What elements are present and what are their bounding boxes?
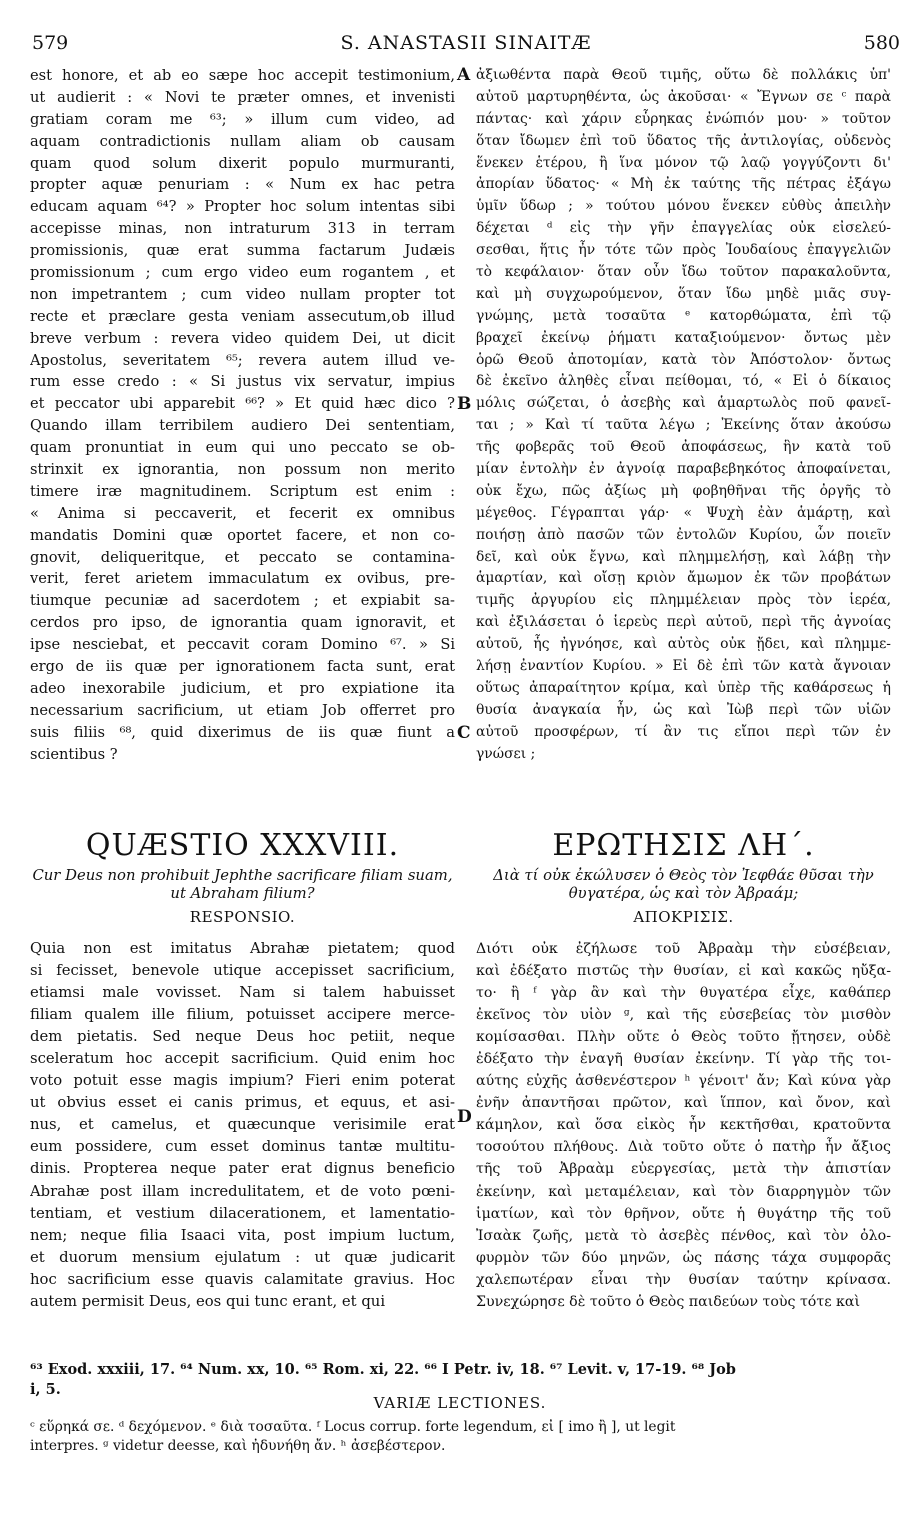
quaestio-greek-subtitle: Διὰ τί οὐκ ἐκώλυσεν ὁ Θεὸς τὸν Ἰεφθάε θῦσαι τὴν θυγατέρα, ὡς καὶ τὸν Ἀβραάμ;: [493, 867, 874, 902]
latin-text-line: non impetrantem ; cum video nullam propter tot: [30, 285, 455, 303]
latin-text-line: etiamsi male vovisset. Nam si talem habuisset: [30, 984, 455, 1002]
greek-text-line: ἀπορίαν ὕδατος· « Μὴ ἐκ ταύτης τῆς πέτρας ἐξάγω: [476, 176, 891, 193]
greek-text-line: αὐτοῦ, ἧς ἠγνόησε, καὶ αὐτὸς οὐκ ᾔδει, καὶ πλημμε-: [476, 636, 891, 653]
greek-text-line: γνώμης, μετὰ τοσαῦτα ᵉ κατορθώματα, ἐπὶ τῷ: [476, 307, 891, 324]
greek-text-line: ἀξιωθέντα παρὰ Θεοῦ τιμῆς, οὕτω δὲ πολλάκις ὑπ': [476, 67, 891, 83]
latin-text-line: « Anima si peccaverit, et fecerit ex omnibus: [30, 504, 455, 522]
latin-text-line: tentiam, et vestium dilacerationem, et lamentatio-: [30, 1204, 455, 1222]
greek-text-line: καὶ ἐξιλάσεται ὁ ἱερεὺς περὶ αὐτοῦ, περὶ τῆς ἀγνοίας: [476, 614, 891, 631]
latin-text-line: si fecisset, benevole utique accepisset sacrificium,: [30, 962, 455, 980]
quaestio-greek-heading: [476, 828, 891, 926]
greek-text-line: Συνεχώρησε δὲ τοῦτο ὁ Θεὸς παιδεύων τοὺς τότε καὶ: [476, 1293, 861, 1310]
greek-text-line: καὶ ἐδέξατο πιστῶς τὴν θυσίαν, εἰ καὶ κακῶς ηὔξα-: [476, 963, 891, 980]
latin-text-line: promissionis, quæ erat summa factarum Judæis: [30, 242, 455, 260]
greek-text-line: ἁμαρτίαν, καὶ οἴσῃ κριὸν ἄμωμον ἐκ τῶν προβάτων: [476, 570, 891, 587]
page-header: [32, 32, 900, 62]
latin-text-line: hoc sacrificium esse quavis calamitate gravius. Hoc: [30, 1270, 455, 1288]
latin-text-line: scientibus ?: [30, 745, 118, 763]
greek-text-line: λήσῃ ἐναντίον Κυρίου. » Εἰ δὲ ἐπὶ τῶν κατὰ ἄγνοιαν: [476, 658, 891, 675]
latin-text-line: mandatis Domini quæ oportet facere, et non co-: [30, 526, 455, 544]
greek-text-line: ὅταν ἴδωμεν ἐπὶ τοῦ ὕδατος τῆς ἀντιλογίας, οὐδενὸς: [476, 132, 891, 149]
latin-text-line: gnovit, deliqueritque, et peccato se contamina-: [30, 548, 455, 566]
latin-text-line: nem; neque filia Isaaci vita, post impium luctum,: [30, 1226, 455, 1244]
latin-text-line: voto potuit esse magis impium? Fieri enim poterat: [30, 1072, 455, 1090]
greek-text-line: ὑμῖν ὕδωρ ; » τούτου μόνου ἕνεκεν εὐθὺς ἀπειλὴν: [476, 198, 891, 215]
greek-text-line: πάντας· καὶ χάριν εὗρηκας ἐνώπιόν μου· » τοῦτον: [476, 110, 891, 127]
quaestio-greek-title: ΕΡΩΤΗΣΙΣ ΛΗ΄.: [552, 828, 815, 863]
greek-text-line: ἐκεῖνος τὸν υἱὸν ᵍ, καὶ τῆς εὐσεβείας τὸν μισθὸν: [476, 1007, 891, 1024]
greek-text-line: μόλις σώζεται, ὁ ἀσεβὴς καὶ ἁμαρτωλὸς ποῦ φανεῖ-: [476, 395, 891, 412]
greek-text-line: δέχεται ᵈ εἰς τὴν γῆν ἐπαγγελίας οὐκ εἰσελεύ-: [476, 220, 891, 237]
greek-text-line: ἱματίων, καὶ τὸν θρῆνον, οὔτε ἡ θυγάτηρ τῆς τοῦ: [476, 1205, 891, 1222]
margin-letter-b: B: [457, 394, 472, 414]
latin-text-line: autem permisit Deus, eos qui tunc erant, et qui: [30, 1292, 386, 1310]
latin-text-line: propter aquæ penuriam : « Num ex hac petra: [30, 176, 455, 194]
greek-text-line: καὶ μὴ συγχωρούμενον, ὅταν ἴδω μηδὲ μιᾶς συγ-: [476, 285, 891, 302]
latin-column-top: [30, 65, 455, 766]
latin-text-line: est honore, et ab eo sæpe hoc accepit testimonium,: [30, 67, 455, 84]
greek-text-line: ὁρῶ Θεοῦ ἀποτομίαν, κατὰ τὸν Ἀπόστολον· ὄντως: [476, 351, 891, 368]
latin-text-line: sceleratum hoc accepit sacrificium. Quid enim hoc: [30, 1050, 455, 1068]
variae-lectiones-title: VARIÆ LECTIONES.: [373, 1394, 547, 1412]
greek-text-line: κάμηλον, καὶ ὅσα εἰκὸς ἦν κεκτῆσθαι, κρατοῦντα: [476, 1117, 891, 1134]
variant-line: ᶜ εὕρηκά σε. ᵈ δεχόμενον. ᵉ διὰ τοσαῦτα. ᶠ Locus corrup. forte legendum, εἰ [ imo ἢ ], ut legit: [30, 1419, 676, 1435]
greek-text-line: σεσθαι, ἥτις ἦν τότε τῶν πρὸς Ἰουδαίους ἐπαγγελιῶν: [476, 242, 891, 259]
latin-text-line: Abrahæ post illam incredulitatem, et de voto pœni-: [30, 1182, 455, 1200]
greek-text-line: το· ἢ ᶠ γὰρ ἂν καὶ τὴν θυγατέρα εἶχε, καθάπερ: [476, 985, 891, 1002]
latin-text-line: educam aquam ⁶⁴? » Propter hoc solum intentas sibi: [30, 198, 455, 216]
quaestio-latin-subtitle: Cur Deus non prohibuit Jephthe sacrificare filiam suam, ut Abraham filium?: [32, 867, 453, 902]
latin-text-line: strinxit ex ignorantia, non possum non merito: [30, 461, 455, 479]
variant-line: interpres. ᵍ videtur deesse, καὶ ἠδυνήθη ἄν. ʰ ἀσεβέστερον.: [30, 1438, 446, 1454]
greek-text-line: μέγεθος. Γέγραπται γάρ· « Ψυχὴ ἐὰν ἁμάρτῃ, καὶ: [476, 504, 891, 521]
latin-text-line: cerdos pro ipso, de ignorantia quam ignoravit, et: [30, 614, 455, 632]
greek-text-line: τῆς φοβερᾶς τοῦ Θεοῦ ἀποφάσεως, ἣν κατὰ τοῦ: [476, 439, 891, 456]
latin-text-line: verit, feret arietem immaculatum ex ovibus, pre-: [30, 570, 455, 588]
greek-text-line: κομίσασθαι. Πλὴν οὔτε ὁ Θεὸς τοῦτο ᾔτησεν, οὐδὲ: [476, 1029, 891, 1046]
greek-text-line: αὐτοῦ προσφέρων, τί ἂν τις εἴποι περὶ τῶν ἐν: [476, 723, 891, 740]
running-title: S. ANASTASII SINAITÆ: [340, 32, 592, 54]
greek-text-line: ἐδέξατο τὴν ἐναγῆ θυσίαν ἐκείνην. Τί γὰρ τῆς τοι-: [476, 1051, 891, 1068]
latin-text-line: nus, et camelus, et quæcunque verisimile erat: [30, 1116, 455, 1134]
latin-text-line: et duorum mensium ejulatum : ut quæ judicarit: [30, 1248, 455, 1266]
latin-text-line: Apostolus, severitatem ⁶⁵; revera autem illud ve-: [30, 351, 455, 369]
greek-column-bottom: [476, 938, 891, 1313]
latin-text-line: ergo de iis quæ per ignorationem facta sunt, erat: [30, 658, 455, 676]
greek-text-line: οὐκ ἔχω, πῶς ἀξίως μὴ φοβηθῆναι τῆς ὀργῆς τὸ: [476, 482, 891, 499]
latin-text-line: suis filiis ⁶⁸, quid dixerimus de iis quæ fiunt a: [30, 723, 455, 741]
latin-text-line: tiumque pecuniæ ad sacerdotem ; et expiabit sa-: [30, 592, 455, 610]
latin-text-line: gratiam coram me ⁶³; » illum cum video, ad: [30, 110, 455, 128]
margin-letter-d: D: [457, 1107, 472, 1127]
greek-text-line: ποιήσῃ ἀπὸ πασῶν τῶν ἐντολῶν Κυρίου, ὧν ποιεῖν: [476, 526, 891, 543]
greek-text-line: αύτης εὐχῆς ἀσθενέστερον ʰ γένοιτ' ἄν; Καὶ κύνα γὰρ: [476, 1073, 891, 1090]
greek-text-line: ται ; » Καὶ τί ταῦτα λέγω ; Ἐκείνης ὅταν ἀκούσω: [476, 417, 891, 434]
greek-text-line: ἕνεκεν ἑτέρου, ἢ ἵνα μόνον τῷ λαῷ γογγύζοντι δι': [476, 154, 891, 171]
greek-text-line: οὕτως ἀπαραίτητον κρίμα, καὶ ὑπὲρ τῆς καθάρσεως ἡ: [476, 679, 891, 696]
greek-text-line: Διότι οὐκ ἐζήλωσε τοῦ Ἀβραὰμ τὴν εὐσέβειαν,: [476, 941, 891, 957]
greek-text-line: τιμῆς ἀργυρίου εἰς πλημμέλειαν πρὸς τὸν ἱερέα,: [476, 592, 891, 609]
greek-text-line: μίαν ἐντολὴν ἐν ἀγνοίᾳ παραβεβηκότος ἀποφαίνεται,: [476, 461, 891, 478]
footnote-line: i, 5.: [30, 1381, 61, 1398]
latin-text-line: timere iræ magnitudinem. Scriptum est enim :: [30, 482, 455, 500]
greek-text-line: χαλεπωτέραν εἶναι τὴν θυσίαν ταύτην κρίνασα.: [476, 1271, 891, 1288]
greek-column-top: [476, 65, 891, 766]
latin-text-line: adeo inexorabile judicium, et pro expiatione ita: [30, 679, 455, 697]
variae-lectiones: [30, 1418, 900, 1456]
greek-text-line: τοσούτου πλήθους. Διὰ τοῦτο οὔτε ὁ πατὴρ ἦν ἄξιος: [476, 1139, 891, 1156]
greek-text-line: βραχεῖ ἐκείνῳ ῥήματι καταξιούμενον· ὄντως μὲν: [476, 329, 891, 346]
quaestio-latin-title: QUÆSTIO XXXVIII.: [85, 828, 400, 863]
latin-text-line: dinis. Propterea neque pater erat dignus beneficio: [30, 1160, 455, 1178]
greek-text-line: γνώσει ;: [476, 745, 536, 762]
latin-text-line: aquam contradictionis nullam aliam ob causam: [30, 132, 455, 150]
greek-text-line: αὐτοῦ μαρτυρηθέντα, ὡς ἀκοῦσαι· « Ἔγνων σε ᶜ παρὰ: [476, 88, 891, 105]
greek-text-line: ἐκείνην, καὶ μεταμέλειαν, καὶ τὸν διαρρηγμὸν τῶν: [476, 1183, 891, 1200]
latin-text-line: quam pronuntiat in eum qui uno peccato se ob-: [30, 439, 455, 457]
latin-text-line: rum esse credo : « Si justus vix servatur, impius: [30, 373, 455, 391]
greek-text-line: τὸ κεφάλαιον· ὅταν οὖν ἴδω τοῦτον παρακαλοῦντα,: [476, 264, 891, 281]
margin-letter-a: A: [457, 65, 471, 85]
greek-text-line: δεῖ, καὶ οὐκ ἔγνω, καὶ πλημμελήσῃ, καὶ λάβῃ τὴν: [476, 548, 891, 565]
latin-text-line: ut obvius esset ei canis primus, et equus, et asi-: [30, 1094, 455, 1112]
latin-column-bottom: [30, 938, 455, 1313]
latin-text-line: promissionum ; cum ergo video eum rogantem , et: [30, 264, 455, 282]
greek-text-line: δὲ ἐκεῖνο ἀληθὲς εἶναι πείθομαι, τό, « Εἰ ὁ δίκαιος: [476, 373, 891, 390]
page-number-right: 580: [863, 32, 900, 54]
latin-text-line: eum possidere, cum esset dominus tantæ multitu-: [30, 1138, 455, 1156]
latin-text-line: dem pietatis. Sed neque Deus hoc petiit, neque: [30, 1028, 455, 1046]
footnote-line: ⁶³ Exod. xxxiii, 17. ⁶⁴ Num. xx, 10. ⁶⁵ Rom. xi, 22. ⁶⁶ I Petr. iv, 18. ⁶⁷ Levit. v, 17-19. ⁶⁸ Job: [30, 1361, 736, 1378]
latin-text-line: ut audierit : « Novi te præter omnes, et invenisti: [30, 88, 455, 106]
apokrisis-heading: ΑΠΟΚΡΙΣΙΣ.: [633, 908, 734, 926]
greek-text-line: ἐνῆν ἀπαντῆσαι πρῶτον, καὶ ἵππον, καὶ ὄνον, καὶ: [476, 1095, 891, 1112]
quaestio-latin-heading: [30, 828, 455, 926]
latin-text-line: et peccator ubi apparebit ⁶⁶? » Et quid hæc dico ?: [30, 395, 455, 413]
greek-text-line: θυσία ἀναγκαία ἦν, ὡς καὶ Ἰὼβ περὶ τῶν υἱῶν: [476, 701, 891, 718]
latin-text-line: accepisse minas, non intraturum 313 in terram: [30, 220, 455, 238]
responsio-heading: RESPONSIO.: [189, 908, 296, 926]
greek-text-line: τῆς τοῦ Ἀβραὰμ εὐεργεσίας, μετὰ τὴν ἀπιστίαν: [476, 1161, 891, 1178]
latin-text-line: recte et præclare gesta veniam assecutum,ob illud: [30, 307, 455, 325]
latin-text-line: Quando illam terribilem audiero Dei sententiam,: [30, 417, 455, 435]
greek-text-line: φυρμὸν τῶν δύο μηνῶν, ὡς πάσης τάχα συμφορᾶς: [476, 1249, 891, 1266]
greek-text-line: Ἰσαὰκ ζωῆς, μετὰ τὸ ἀσεβὲς πένθος, καὶ τὸν ὀλο-: [476, 1227, 891, 1244]
latin-text-line: necessarium sacrificium, ut etiam Job offerret pro: [30, 701, 455, 719]
page-number-left: 579: [32, 32, 69, 54]
latin-text-line: ipse nesciebat, et peccavit coram Domino ⁶⁷. » Si: [30, 636, 455, 654]
margin-letter-c: C: [457, 723, 471, 743]
latin-text-line: filiam qualem ille filium, potuisset accipere merce-: [30, 1006, 455, 1024]
latin-text-line: quam quod solum dixerit populo murmuranti,: [30, 154, 455, 172]
latin-text-line: Quia non est imitatus Abrahæ pietatem; quod: [30, 940, 455, 957]
latin-text-line: breve verbum : revera video quidem Dei, ut dicit: [30, 329, 455, 347]
